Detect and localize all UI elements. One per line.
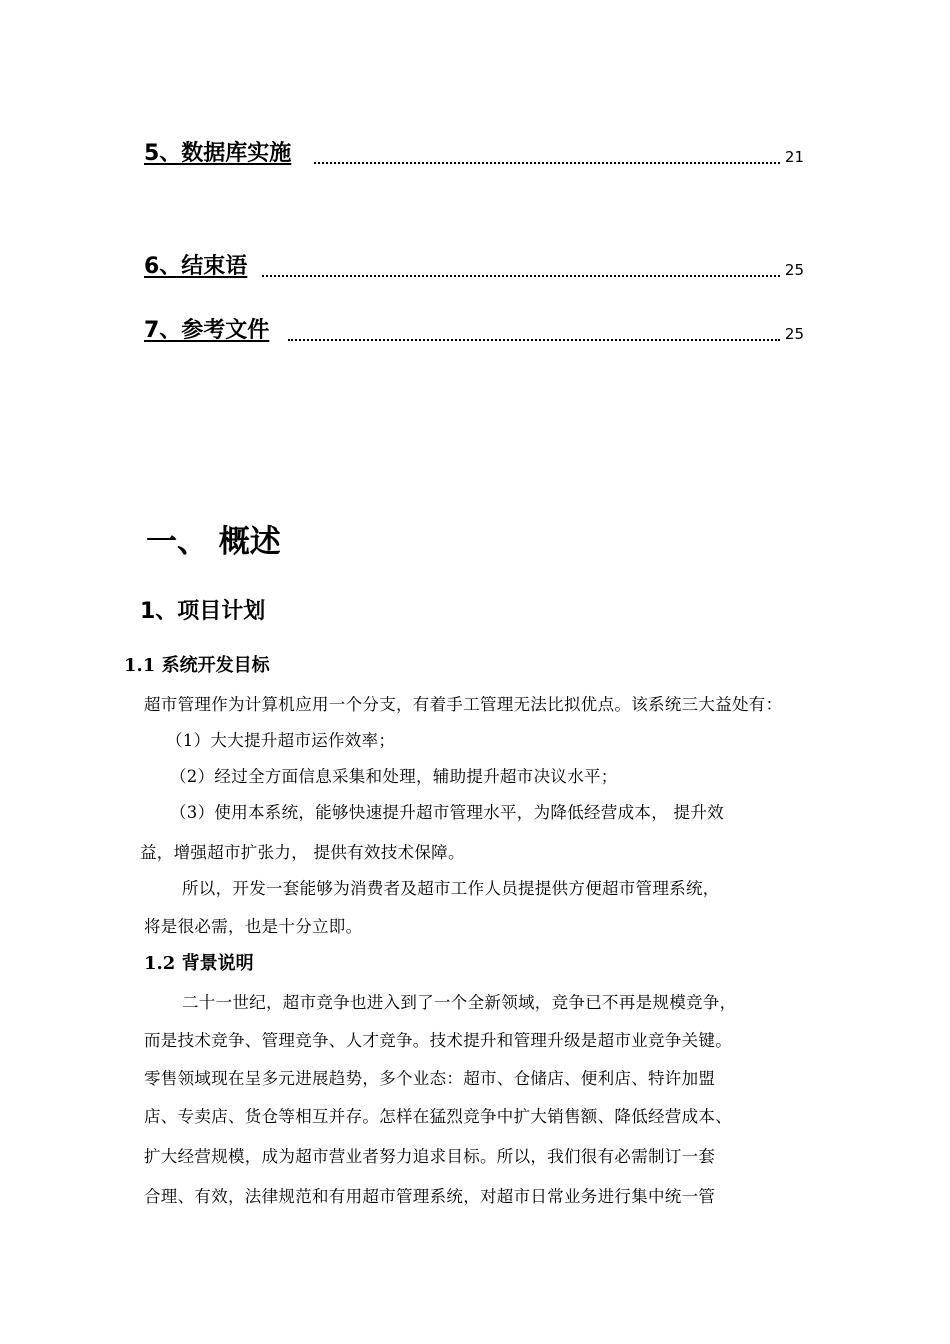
paragraph-line: 益，增强超市扩张力， 提供有效技术保障。 (140, 843, 465, 862)
toc-entry-5[interactable] (144, 136, 804, 166)
toc-page-number: 21 (784, 148, 804, 166)
subsection-heading-1-2: 1.2 背景说明 (144, 953, 254, 974)
toc-page-number: 25 (784, 325, 804, 343)
paragraph-line: 店、专卖店、货仓等相互并存。怎样在猛烈竞争中扩大销售额、降低经营成本、 (144, 1107, 732, 1126)
toc-entry-title: 7、参考文件 (144, 318, 270, 343)
toc-entry-title: 6、结束语 (144, 254, 248, 279)
paragraph-line: 而是技术竞争、管理竞争、人才竞争。技术提升和管理升级是超市业竞争关键。 (144, 1031, 732, 1050)
paragraph-line: （1）大大提升超市运作效率； (166, 731, 396, 750)
toc-entry-6[interactable] (144, 249, 804, 279)
section-heading: 1、项目计划 (140, 599, 266, 624)
toc-entry-7[interactable] (144, 313, 804, 343)
toc-dot-leader (288, 339, 780, 341)
paragraph-line: 二十一世纪，超市竞争也进入到了一个全新领域，竞争已不再是规模竞争， (182, 993, 737, 1012)
paragraph-line: 零售领域现在呈多元进展趋势，多个业态：超市、仓储店、便利店、特许加盟 (144, 1069, 716, 1088)
toc-page-number: 25 (784, 261, 804, 279)
paragraph-line: 将是很必需，也是十分立即。 (144, 917, 363, 936)
paragraph-line: （2）经过全方面信息采集和处理，辅助提升超市决议水平； (170, 767, 618, 786)
toc-dot-leader (314, 162, 780, 164)
chapter-heading: 一、 概述 (146, 524, 281, 560)
toc-dot-leader (262, 275, 780, 277)
paragraph-line: （3）使用本系统，能够快速提升超市管理水平，为降低经营成本， 提升效 (170, 803, 724, 822)
paragraph-line: 扩大经营规模，成为超市营业者努力追求目标。所以，我们很有必需制订一套 (144, 1147, 716, 1166)
paragraph-line: 合理、有效，法律规范和有用超市管理系统，对超市日常业务进行集中统一管 (144, 1187, 716, 1206)
subsection-heading-1-1: 1.1 系统开发目标 (124, 655, 270, 676)
paragraph-line: 所以，开发一套能够为消费者及超市工作人员提提供方便超市管理系统， (182, 879, 720, 898)
paragraph-line: 超市管理作为计算机应用一个分支，有着手工管理无法比拟优点。该系统三大益处有： (144, 695, 783, 714)
toc-entry-title: 5、数据库实施 (144, 141, 292, 166)
